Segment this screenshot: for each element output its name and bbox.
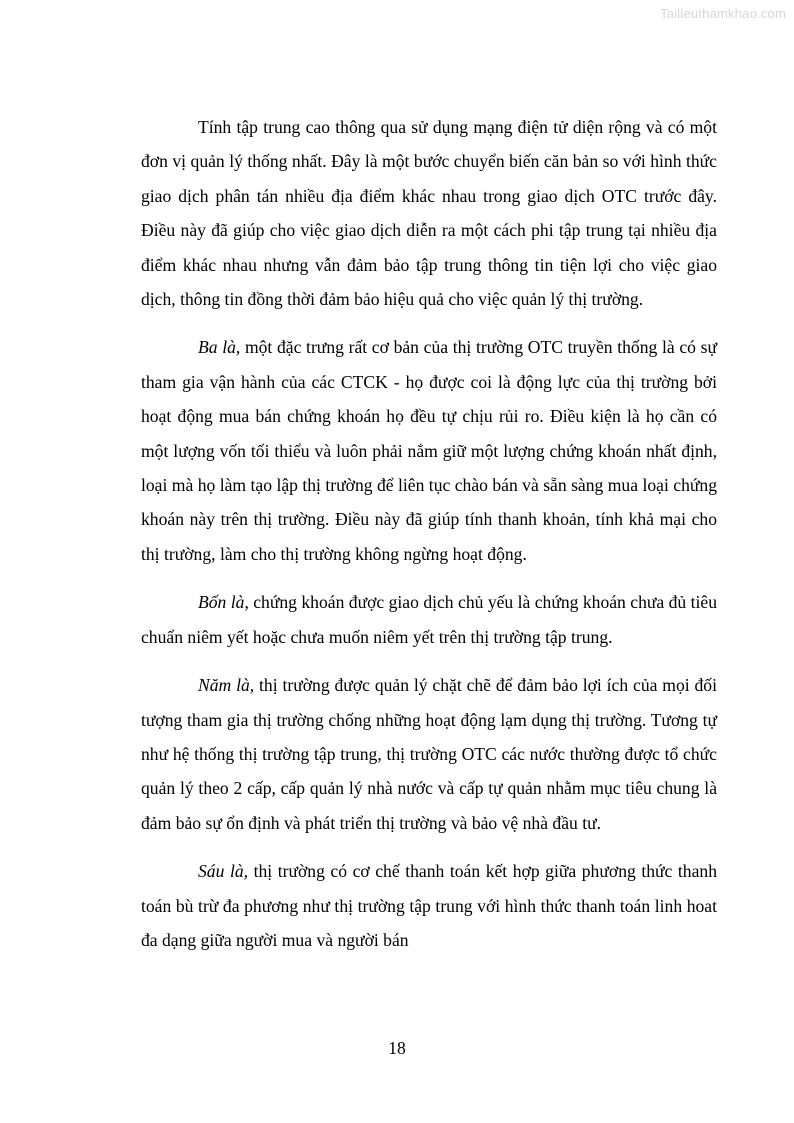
paragraph [141,668,717,840]
paragraph-text: thị trường có cơ chế thanh toán kết hợp giữa phương thức thanh toán bù trừ đa phương như thị trường tập trung với hình thức thanh toán linh hoat đa dạng giữa người mua và người bán [141,861,717,950]
watermark: Tailieuthamkhao.com [660,6,786,21]
paragraph [141,110,717,316]
paragraph-text: Tính tập trung cao thông qua sử dụng mạng điện tử diện rộng và có một đơn vị quản lý thống nhất. Đây là một bước chuyển biến căn bản so với hình thức giao dịch phân tán nhiều địa điểm khác nhau trong giao dịch OTC trước đây. Điều này đã giúp cho việc giao dịch diễn ra một cách phi tập trung tại nhiều địa điểm khác nhau nhưng vẫn đảm bảo tập trung thông tin tiện lợi cho việc giao dịch, thông tin đồng thời đảm bảo hiệu quả cho việc quản lý thị trường. [141,117,717,310]
paragraph-text: thị trường được quản lý chặt chẽ để đảm bảo lợi ích của mọi đối tượng tham gia thị trường chống những hoạt động lạm dụng thị trường. Tương tự như hệ thống thị trường tập trung, thị trường OTC các nước thường được tổ chức quản lý theo 2 cấp, cấp quản lý nhà nước và cấp tự quản nhằm mục tiêu chung là đảm bảo sự ổn định và phát triển thị trường và bảo vệ nhà đầu tư. [141,675,717,833]
paragraph-text: , một đặc trưng rất cơ bản của thị trường OTC truyền thống là có sự tham gia vận hành của các CTCK - họ được coi là động lực của thị trường bởi hoạt động mua bán chứng khoán họ đều tự chịu rủi ro. Điều kiện là họ cần có một lượng vốn tối thiểu và luôn phải nắm giữ một lượng chứng khoán nhất định, loại mà họ làm tạo lập thị trường để liên tục chào bán và sẵn sàng mua loại chứng khoán này trên thị trường. Điều này đã giúp tính thanh khoản, tính khả mại cho thị trường, làm cho thị trường không ngừng hoạt động. [141,337,717,564]
paragraph [141,330,717,571]
paragraph-lead: Sáu là, [198,861,249,882]
paragraph [141,854,717,957]
paragraph [141,585,717,654]
paragraph-lead: Ba là [198,337,236,358]
paragraph-lead: Bốn là [198,592,245,613]
document-body [141,110,717,971]
paragraph-text: , chứng khoán được giao dịch chủ yếu là chứng khoán chưa đủ tiêu chuẩn niêm yết hoặc chưa muốn niêm yết trên thị trường tập trung. [141,592,717,647]
page-number: 18 [388,1038,406,1058]
paragraph-lead: Năm là, [198,675,255,696]
